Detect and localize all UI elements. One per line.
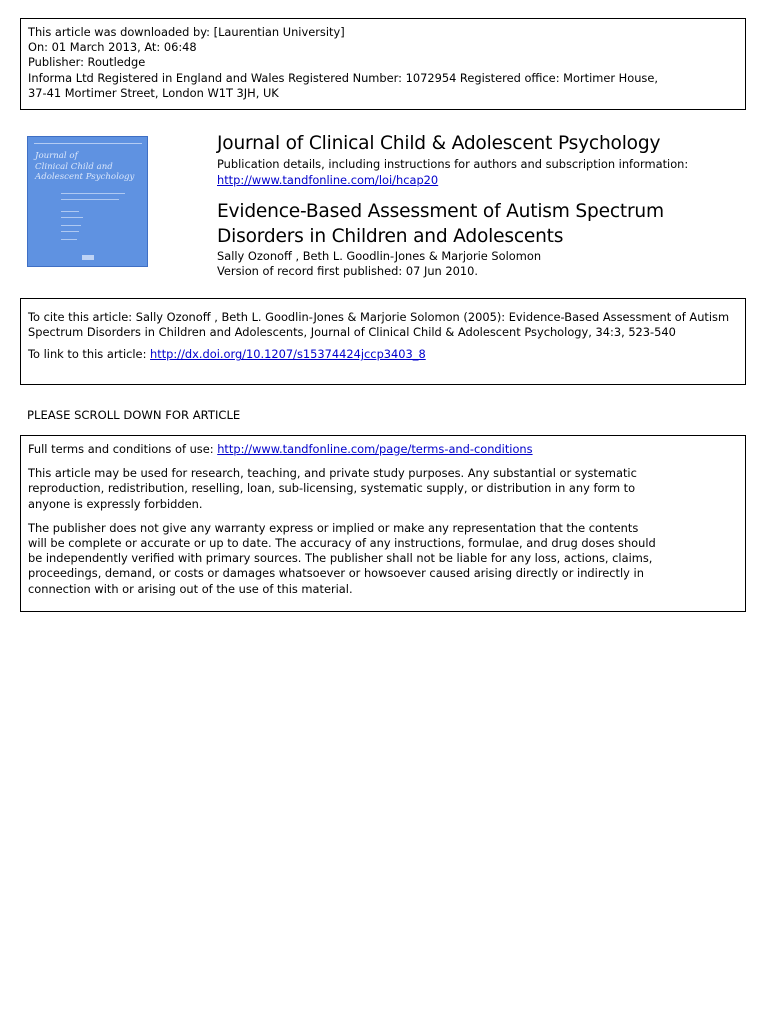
cover-header-rule: [34, 143, 142, 148]
cover-rule: [61, 193, 125, 194]
journal-title: Journal of Clinical Child & Adolescent Psychology: [217, 133, 661, 154]
download-info-line: Informa Ltd Registered in England and Wales Registered Number: 1072954 Registered office: Mortimer House,: [28, 70, 658, 85]
journal-cover-image: [27, 136, 148, 267]
cover-title-line: Adolescent Psychology: [35, 172, 135, 183]
terms-paragraph-line: This article may be used for research, teaching, and private study purposes. Any substantial or systematic: [28, 466, 637, 481]
cover-rule: [61, 225, 81, 226]
cover-title-line: Clinical Child and: [35, 161, 113, 172]
citation-text: Spectrum Disorders in Children and Adolescents, Journal of Clinical Child & Adolescent Psychology, 34:3, 523-540: [28, 325, 676, 340]
article-link-row: [28, 347, 738, 362]
cover-title-line: Journal of: [35, 151, 78, 161]
article-authors: Sally Ozonoff , Beth L. Goodlin-Jones & Marjorie Solomon: [217, 249, 542, 263]
scroll-notice: PLEASE SCROLL DOWN FOR ARTICLE: [27, 408, 241, 422]
article-title: Disorders in Children and Adolescents: [217, 226, 564, 247]
version-of-record: Version of record first published: 07 Jun 2010.: [217, 264, 478, 278]
journal-url-link[interactable]: http://www.tandfonline.com/loi/hcap20: [217, 173, 439, 187]
terms-paragraph-line: The publisher does not give any warranty express or implied or make any representation that the contents: [28, 520, 639, 535]
cover-title: [35, 151, 143, 183]
doi-link[interactable]: http://dx.doi.org/10.1207/s15374424jccp3403_8: [150, 347, 426, 362]
terms-link-row: [28, 442, 738, 457]
terms-paragraph-line: will be complete or accurate or up to date. The accuracy of any instructions, formulae, and drug doses should: [28, 536, 656, 551]
article-link-label: To link to this article:: [28, 347, 151, 362]
terms-label: Full terms and conditions of use:: [28, 442, 218, 456]
terms-paragraph-line: anyone is expressly forbidden.: [28, 496, 203, 511]
citation-box: [20, 298, 746, 385]
terms-paragraph-line: reproduction, redistribution, reselling, loan, sub-licensing, systematic supply, or distribution in any form to: [28, 481, 636, 496]
terms-paragraph-line: connection with or arising out of the use of this material.: [28, 581, 353, 596]
download-info-box: [20, 18, 746, 110]
article-title: Evidence-Based Assessment of Autism Spectrum: [217, 201, 664, 222]
download-info-line: Publisher: Routledge: [28, 55, 146, 70]
download-info-line: 37-41 Mortimer Street, London W1T 3JH, UK: [28, 85, 279, 100]
citation-text: To cite this article: Sally Ozonoff , Beth L. Goodlin-Jones & Marjorie Solomon (2005): Evidence-Based Assessment of Autism: [28, 310, 730, 324]
terms-box: [20, 435, 746, 612]
cover-rule: [61, 199, 119, 200]
cover-rule: [61, 231, 79, 232]
terms-paragraph-line: proceedings, demand, or costs or damages whatsoever or howsoever caused arising directly or indirectly in: [28, 566, 644, 581]
terms-paragraph-line: be independently verified with primary sources. The publisher shall not be liable for any loss, actions, claims,: [28, 551, 653, 566]
cover-rule: [61, 211, 79, 212]
cover-rule: [61, 239, 77, 240]
terms-url-link[interactable]: http://www.tandfonline.com/page/terms-and-conditions: [217, 442, 533, 456]
cover-publisher-logo: [82, 255, 94, 260]
cover-rule: [61, 217, 83, 218]
publication-details: Publication details, including instructions for authors and subscription information:: [217, 157, 689, 171]
download-info-line: This article was downloaded by: [Laurentian University]: [28, 25, 345, 39]
download-info-line: On: 01 March 2013, At: 06:48: [28, 40, 197, 55]
